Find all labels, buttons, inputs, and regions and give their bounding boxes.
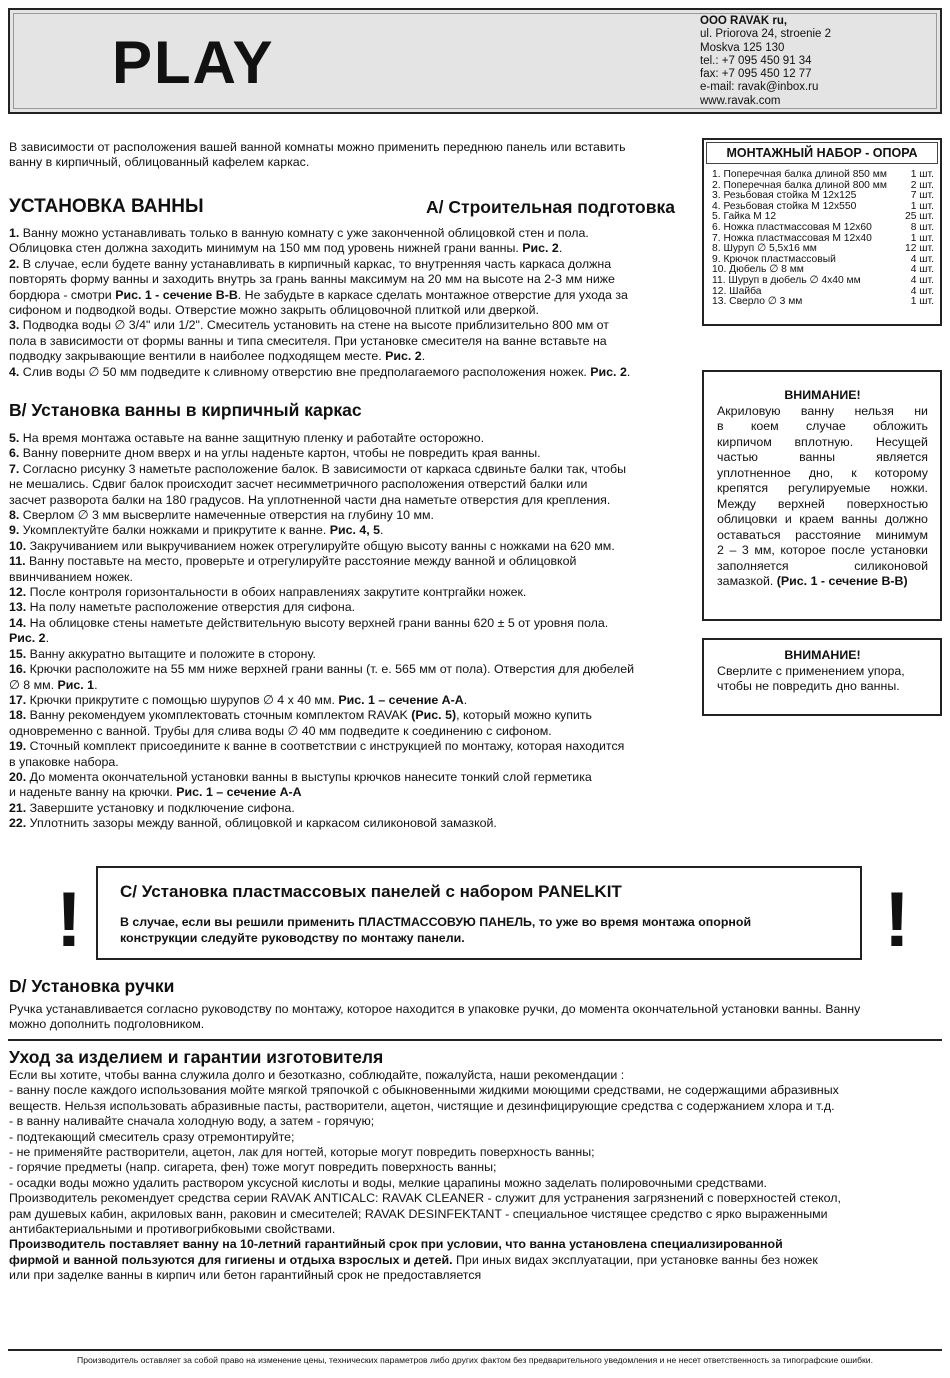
text-line: [9, 334, 685, 349]
text-line: [9, 801, 685, 816]
warning-line: частью ванны является: [717, 450, 928, 464]
bold-text: 18.: [9, 708, 27, 723]
kit-item-name: 10. Дюбель ∅ 8 мм: [712, 264, 804, 276]
text: Облицовка стен должна заходить минимум на 150 мм под уровень нижней грани ванны.: [9, 241, 523, 256]
warning-box-drilling: [702, 638, 942, 716]
kit-item: [712, 170, 934, 181]
bold-text: Рис. 2: [385, 349, 422, 364]
warning-title: ВНИМАНИЕ!: [784, 648, 861, 662]
company-phone: tel.: +7 095 450 91 34: [700, 54, 812, 67]
bold-text: (Рис. 5): [411, 708, 457, 723]
bold-text: 8.: [9, 508, 20, 523]
text: повторять форму ванны и заходить внутрь за грань ванны максимум на 20 мм на высоте на 2-3 мм ниже: [9, 272, 615, 287]
bold-text: 12.: [9, 585, 27, 600]
panelkit-text: [120, 914, 751, 946]
text: .: [94, 677, 98, 692]
text-line: [9, 446, 685, 461]
text-line: [9, 1237, 943, 1252]
text: Закручиванием или выкручиванием ножек отрегулируйте общую высоту ванны с ножками на 620 мм.: [26, 538, 615, 553]
text: .: [380, 523, 384, 538]
kit-item-qty: 4 шт.: [910, 264, 934, 276]
text-line: [9, 288, 685, 303]
text: Крючки прикрутите с помощью шурупов ∅ 4 х 40 мм.: [26, 692, 339, 707]
bold-text: 2.: [9, 256, 20, 271]
text-line: [9, 631, 685, 646]
text-line: [9, 303, 685, 318]
text-line: [9, 257, 685, 272]
warning-box-acrylic: [702, 370, 942, 621]
section-d-line: Ручка устанавливается согласно руководству по монтажу, которое находится в упаковке ручки, до момента окончательной установки ванны. Ванну: [9, 1002, 861, 1016]
text: - не применяйте растворители, ацетон, лак для ногтей, которые могут повредить поверхность ванны;: [9, 1145, 595, 1160]
warning-line: облицовки и краем ванны должно: [717, 512, 928, 526]
text-line: [9, 1145, 943, 1160]
text: Согласно рисунку 3 наметьте расположение балок. В зависимости от каркаса сдвиньте балки так, чтобы: [19, 461, 627, 476]
text-line: [9, 662, 685, 677]
kit-item-qty: 12 шт.: [904, 243, 934, 255]
section-c-heading: C/ Установка пластмассовых панелей с набором PANELKIT: [120, 882, 622, 901]
footer-disclaimer: Производитель оставляет за собой право на изменение цены, технических параметров либо других фактом без предварительного уведомления и не несет ответственность за типографские ошибки.: [77, 1355, 873, 1365]
text: .: [45, 631, 50, 646]
warning-line: уплотненное дно, к которому: [717, 465, 928, 480]
warning-line: чтобы не повредить дно ванны.: [717, 679, 900, 693]
company-fax: fax: +7 095 450 12 77: [700, 68, 812, 81]
section-b-text: [9, 431, 685, 832]
bold-text: 17.: [9, 692, 27, 707]
text-line: [9, 570, 685, 585]
text: После контроля горизонтальности в обоих направлениях закрутите контргайки ножек.: [26, 585, 527, 600]
kit-item: [712, 297, 934, 308]
warning-line: Между верхней поверхностью: [717, 496, 928, 511]
text: - горячие предметы (напр. сигарета, фен) тоже могут повредить поверхность ванны;: [9, 1160, 497, 1175]
text: Сточный комплект присоедините к ванне в соответствии с инструкцией по монтажу, которая находится: [26, 739, 625, 754]
text: Производитель рекомендует средства серии RAVAK ANTICALC: RAVAK CLEANER - служит для устранения загрязнений с поверхностей стекол,: [9, 1191, 841, 1206]
kit-item-qty: 7 шт.: [910, 190, 934, 202]
section-d-line: можно дополнить подголовником.: [9, 1017, 205, 1032]
text-line: [9, 755, 685, 770]
warning-line: 2 – 3 мм, которое после установки: [717, 543, 928, 557]
warning-text: [717, 404, 928, 575]
bold-text: 20.: [9, 769, 27, 784]
text-line: [9, 816, 685, 831]
text-line: [9, 1099, 943, 1114]
text: До момента окончательной установки ванны в выступы крючков нанесите тонкий слой герметика: [26, 769, 592, 784]
mounting-kit-list: [712, 170, 934, 308]
bold-text: 14.: [9, 615, 27, 630]
kit-item-name: 5. Гайка М 12: [712, 211, 777, 223]
kit-item-name: 11. Шуруп в дюбель ∅ 4х40 мм: [712, 274, 861, 286]
text: - осадки воды можно удалить раствором уксусной кислоты и воды, мелкие царапины можно заделать полировочными средствами.: [9, 1175, 767, 1190]
text-line: [9, 477, 685, 492]
warning-title: ВНИМАНИЕ!: [784, 388, 861, 402]
text-line: [9, 585, 685, 600]
panelkit-line: конструкции следуйте руководству по монтажу панели.: [120, 931, 465, 945]
text-line: [9, 739, 685, 754]
kit-item-name: 9. Крючок пластмассовый: [712, 253, 836, 265]
text: не мешались. Сдвиг балок происходит засчет несимметричного расположения отверстий балки или: [9, 477, 588, 492]
bold-text: 16.: [9, 662, 27, 677]
kit-item-name: 7. Ножка пластмассовая М 12х40: [712, 232, 872, 244]
text: Слив воды ∅ 50 мм подведите к сливному отверстию вне предполагаемого расположения ножек.: [19, 364, 591, 379]
company-contacts: [700, 15, 831, 108]
warning-figure-ref: (Рис. 1 - сечение В-В): [776, 574, 908, 588]
bold-text: фирмой и ванной пользуются для гигиены и отдыха взрослых и детей.: [9, 1252, 453, 1267]
warning-line: в коем случае обложить: [717, 419, 928, 433]
kit-item-qty: 1 шт.: [910, 296, 934, 308]
text: При иных видах эксплуатации, при установке ванны без ножек: [452, 1252, 818, 1267]
footer-divider: [8, 1349, 942, 1351]
text: . Не забудьте в каркасе сделать монтажное отверстие для ухода за: [237, 287, 628, 302]
text-line: [9, 1191, 943, 1206]
kit-item-qty: 25 шт.: [904, 211, 934, 223]
section-d-text: [9, 1002, 943, 1033]
bold-text: Рис. 2: [522, 241, 559, 256]
exclamation-icon: !: [884, 875, 910, 963]
kit-item-name: 4. Резьбовая стойка М 12х550: [712, 200, 857, 212]
text: антибактериальными и противогрибковыми свойствами.: [9, 1222, 336, 1237]
text: .: [421, 349, 426, 364]
bold-text: 11.: [9, 554, 26, 569]
text: ∅ 8 мм.: [9, 677, 58, 692]
bold-text: 22.: [9, 816, 27, 831]
text-line: [9, 241, 685, 256]
bold-text: 13.: [9, 600, 27, 615]
text: Подводка воды ∅ 3/4" или 1/2". Смеситель установить на стене на высоте приблизительно 800 мм от: [19, 318, 609, 333]
bold-text: Рис. 1 - сечение В-В: [115, 287, 238, 302]
text-line: [9, 770, 685, 785]
text: На полу наметьте расположение отверстия для сифона.: [26, 600, 356, 615]
text-line: [9, 1253, 943, 1268]
kit-item-qty: 4 шт.: [910, 274, 934, 286]
bold-text: Рис. 1 – сечение А-А: [176, 785, 302, 800]
kit-item-name: 6. Ножка пластмассовая М 12х60: [712, 221, 872, 233]
bold-text: 6.: [9, 446, 20, 461]
text: Уплотнить зазоры между ванной, облицовкой и каркасом силиконовой замазкой.: [26, 816, 497, 831]
text: .: [626, 364, 631, 379]
company-name: OOO RAVAK ru,: [700, 15, 788, 27]
kit-item-name: 3. Резьбовая стойка М 12х125: [712, 190, 857, 202]
kit-item-qty: 1 шт.: [910, 200, 934, 212]
text: Ванну поверните дном вверх и на углы наденьте картон, чтобы не повредить края ванны.: [19, 446, 541, 461]
mounting-kit-box: [702, 138, 942, 326]
company-address: ul. Priorova 24, stroenie 2: [700, 28, 832, 41]
kit-item-name: 13. Сверло ∅ 3 мм: [712, 296, 803, 308]
bold-text: Рис. 1: [57, 677, 95, 692]
text: Укомплектуйте балки ножками и прикрутите к ванне.: [19, 523, 330, 538]
text: Ванну поставьте на место, проверьте и отрегулируйте расстояние между ванной и облицовкой: [25, 554, 577, 569]
kit-item-name: 8. Шуруп ∅ 5,5х16 мм: [712, 243, 817, 255]
text: Ванну рекомендуем укомплектовать сточным комплектом RAVAK: [26, 708, 412, 723]
text-line: [9, 785, 685, 800]
section-a-heading: A/ Строительная подготовка: [426, 197, 675, 217]
text-line: [9, 539, 685, 554]
text-line: [9, 647, 685, 662]
text-line: [9, 554, 685, 569]
text: Ванну аккуратно вытащите и положите в сторону.: [26, 646, 316, 661]
bold-text: 10.: [9, 538, 27, 553]
company-city: Moskva 125 130: [700, 41, 785, 54]
text: сифоном и подводкой воды. Отверстие можно закрыть облицовочной плиткой или дверкой.: [9, 303, 539, 318]
kit-item: [712, 223, 934, 234]
text-line: [9, 678, 685, 693]
exclamation-icon: !: [56, 875, 82, 963]
text: Если вы хотите, чтобы ванна служила долго и безотказно, соблюдайте, пожалуйста, наши рекомендации :: [9, 1068, 625, 1082]
text: или при заделке ванны в кирпич или бетон гарантийный срок не предоставляется: [9, 1268, 482, 1283]
text-line: [9, 1268, 943, 1283]
intro-line: ванну в кирпичный, облицованный кафелем каркас.: [9, 155, 310, 170]
text-line: [9, 1068, 943, 1083]
text: Сверлом ∅ 3 мм высверлите намеченные отверстия на глубину 10 мм.: [19, 508, 434, 523]
text: рам душевых кабин, акриловых ванн, раковин и смесителей; RAVAK DESINFEKTANT - специальное чистящее средство с ярко выраженными: [9, 1206, 828, 1221]
panelkit-box: [96, 866, 862, 960]
warning-line: оставаться расстояние минимум: [717, 527, 928, 542]
warning-line: Акриловую ванну нельзя ни: [717, 403, 928, 418]
text: - ванну после каждого использования мойте мягкой тряпочкой с обыкновенными жидкими моющими средствами, не содержащими абразивных: [9, 1083, 839, 1098]
mounting-kit-title: МОНТАЖНЫЙ НАБОР - ОПОРА: [706, 142, 938, 164]
text-line: [9, 523, 685, 538]
bold-text: 5.: [9, 431, 20, 445]
bold-text: 4.: [9, 364, 20, 379]
text-line: [9, 616, 685, 631]
warning-line: Сверлите с применением упора,: [717, 663, 905, 678]
panelkit-line: В случае, если вы решили применить ПЛАСТМАССОВУЮ ПАНЕЛЬ, то уже во время монтажа опорной: [120, 915, 752, 929]
warning-last-line: [717, 574, 928, 590]
text: подводку закрывающие вентили в наиболее подходящем месте.: [9, 349, 386, 364]
text-line: [9, 431, 685, 446]
bold-text: 19.: [9, 739, 27, 754]
text: - подтекающий смеситель сразу отремонтируйте;: [9, 1129, 295, 1144]
warning-line: крепятся регулируемые ножки.: [717, 481, 928, 495]
text-line: [9, 365, 685, 380]
bold-text: 1.: [9, 226, 20, 240]
text: бордюра - смотри: [9, 287, 116, 302]
kit-item-name: 12. Шайба: [712, 285, 762, 297]
text-line: [9, 1207, 943, 1222]
text-line: [9, 1222, 943, 1237]
bold-text: 15.: [9, 646, 27, 661]
text-line: [9, 493, 685, 508]
text-line: [9, 1176, 943, 1191]
bold-text: Рис. 1 – сечение А-А: [338, 692, 464, 707]
bold-text: 3.: [9, 318, 20, 333]
text: в упаковке набора.: [9, 754, 119, 769]
company-website: www.ravak.com: [700, 94, 781, 107]
text-line: [9, 349, 685, 364]
text-line: [9, 272, 685, 287]
section-d-heading: D/ Установка ручки: [9, 976, 175, 996]
text: Ванну можно устанавливать только в ванную комнату с уже законченной облицовкой стен и пола.: [19, 226, 589, 240]
text-line: [9, 724, 685, 739]
section-b-heading: B/ Установка ванны в кирпичный каркас: [9, 400, 362, 420]
text-line: [9, 693, 685, 708]
text: Крючки расположите на 55 мм ниже верхней грани ванны (т. е. 565 мм от пола). Отверстия для дюбелей: [26, 662, 635, 677]
text: .: [463, 692, 468, 707]
product-title: PLAY: [112, 29, 275, 96]
intro-line: В зависимости от расположения вашей ванной комнаты можно применить переднюю панель или вставить: [9, 140, 626, 154]
text-line: [9, 226, 685, 241]
kit-item-qty: 4 шт.: [910, 253, 934, 265]
text: .: [558, 241, 563, 256]
warning-last-plain: замазкой.: [717, 574, 777, 588]
intro-paragraph: [9, 140, 689, 171]
kit-item-qty: 4 шт.: [910, 285, 934, 297]
text: На облицовке стены наметьте действительную высоту верхней грани ванны 620 ± 5 от уровня пола.: [26, 615, 609, 630]
text: ввинчиванием ножек.: [9, 569, 133, 584]
text-line: [9, 708, 685, 723]
bold-text: Рис. 4, 5: [329, 523, 381, 538]
text-line: [9, 318, 685, 333]
text-line: [9, 508, 685, 523]
kit-item-qty: 2 шт.: [910, 179, 934, 191]
text-line: [9, 462, 685, 477]
text: , который можно купить: [456, 708, 592, 723]
text: и наденьте ванну на крючки.: [9, 785, 177, 800]
kit-item-name: 1. Поперечная балка длиной 850 мм: [712, 169, 887, 180]
text: В случае, если будете ванну устанавливать в кирпичный каркас, то внутренняя часть каркаса должна: [19, 256, 612, 271]
kit-item-qty: 8 шт.: [910, 221, 934, 233]
text: - в ванну наливайте сначала холодную воду, а затем - горячую;: [9, 1114, 375, 1129]
install-heading: УСТАНОВКА ВАННЫ: [9, 196, 204, 217]
warning-line: кирпичом вплотную. Несущей: [717, 434, 928, 449]
text-line: [9, 1083, 943, 1098]
bold-text: 21.: [9, 800, 27, 815]
bold-text: Производитель поставляет ванну на 10-летний гарантийный срок при условии, что ванна установлена специализированной: [9, 1237, 783, 1252]
text-line: [9, 1114, 943, 1129]
kit-item-qty: 1 шт.: [910, 232, 934, 244]
bold-text: 7.: [9, 461, 20, 476]
company-email: e-mail: ravak@inbox.ru: [700, 81, 819, 94]
section-divider: [8, 1039, 942, 1041]
care-heading: Уход за изделием и гарантии изготовителя: [9, 1047, 384, 1067]
kit-item-name: 2. Поперечная балка длиной 800 мм: [712, 179, 887, 191]
text: засчет разворота балки на 180 градусов. На уплотненной части дна наметьте отверстия для крепления.: [9, 492, 611, 507]
bold-text: 9.: [9, 523, 20, 538]
text: На время монтажа оставьте на ванне защитную пленку и работайте осторожно.: [19, 431, 485, 445]
text-line: [9, 600, 685, 615]
kit-item: [712, 276, 934, 287]
section-a-text: [9, 226, 685, 380]
text: веществ. Нельзя использовать абразивные пасты, растворители, ацетон, чистящие и дезинфицирующие средства с содержанием хлора и т.д.: [9, 1098, 835, 1113]
text: пола в зависимости от формы ванны и типа смесителя. При установке смесителя на ванне вставьте на: [9, 333, 607, 348]
warning-line: заполняется силиконовой: [717, 558, 928, 573]
text: одновременно с ванной. Трубы для слива воды ∅ 40 мм подведите к соединению с сифоном.: [9, 723, 552, 738]
text-line: [9, 1160, 943, 1175]
text: Завершите установку и подключение сифона.: [26, 800, 295, 815]
care-text: [9, 1068, 943, 1284]
kit-item-qty: 1 шт.: [910, 169, 934, 180]
bold-text: Рис. 2: [9, 631, 46, 646]
bold-text: Рис. 2: [590, 364, 627, 379]
text-line: [9, 1130, 943, 1145]
